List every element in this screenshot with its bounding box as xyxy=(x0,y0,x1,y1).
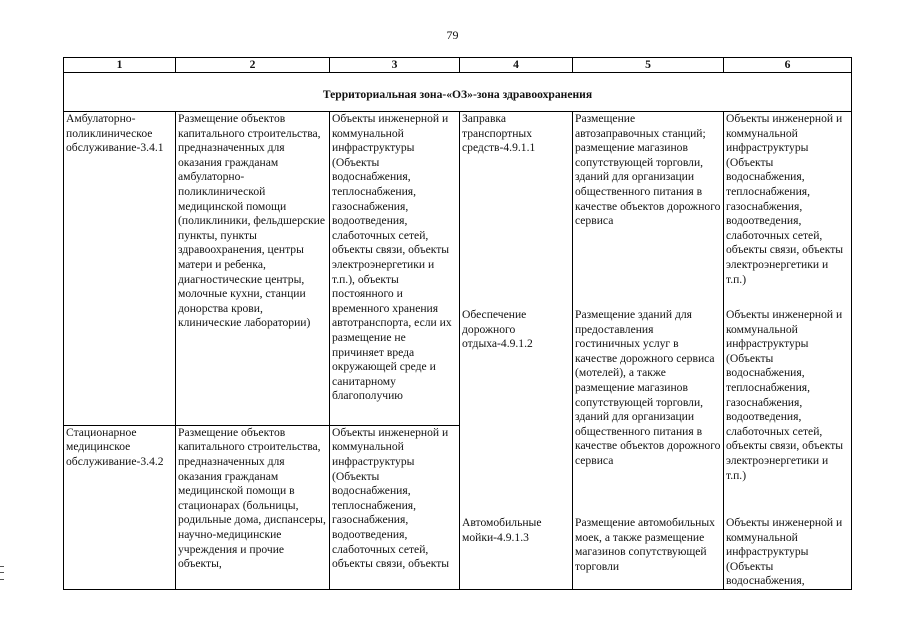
conditional-auxiliary-cell xyxy=(724,112,852,590)
auxiliary-use-text: Объекты инженерной и коммунальной инфраструктуры (Объекты водоснабжения, теплоснабжения, газоснабжения, водоотведения, слаботочных сетей, объекты связи, объекты xyxy=(332,425,450,571)
table-row xyxy=(64,112,852,426)
conditional-use-1: Заправка транспортных средств-4.9.1.1 xyxy=(462,112,536,155)
use-type-text: Амбулаторно-поликлиническое обслуживание-3.4.1 xyxy=(66,112,164,155)
use-description-text: Размещение объектов капитального строительства, предназначенных для оказания гражданам амбулаторно-поликлинической медицинской помощи (поликлиники, фельдшерские пункты, пункты здравоохранения, центры матери и ребенка, диагностические центры, молочные кухни, станции донорства крови, клинические лаборатории) xyxy=(178,112,325,330)
zoning-table xyxy=(63,57,852,590)
use-type-text: Стационарное медицинское обслуживание-3.4.2 xyxy=(66,425,164,469)
use-description-cell xyxy=(176,112,330,426)
use-type-cell xyxy=(64,112,176,426)
conditional-auxiliary-1: Объекты инженерной и коммунальной инфраструктуры (Объекты водоснабжения, теплоснабжения, газоснабжения, водоотведения, слаботочных сетей, объекты связи, объекты электроэнергетики и т.п.) xyxy=(726,112,844,286)
conditional-auxiliary-2: Объекты инженерной и коммунальной инфраструктуры (Объекты водоснабжения, теплоснабжения, газоснабжения, водоотведения, слаботочных сетей, объекты связи, объекты электроэнергетики и т.п.) xyxy=(726,308,844,482)
use-description-cell xyxy=(176,425,330,589)
conditional-description-1: Размещение автозаправочных станций; размещение магазинов сопутствующей торговли, зданий для организации общественного питания в качестве объектов дорожного сервиса xyxy=(575,112,721,228)
conditional-description-2: Размещение зданий для предоставления гостиничных услуг в качестве дорожного сервиса (мотелей), а также размещение магазинов сопутствующей торговли, зданий для организации общественного питания в качестве объектов дорожного сервиса xyxy=(575,308,721,467)
column-number-3: 3 xyxy=(330,58,460,73)
auxiliary-use-text: Объекты инженерной и коммунальной инфраструктуры (Объекты водоснабжения, теплоснабжения, газоснабжения, водоотведения, слаботочных сетей, объекты связи, объекты электроэнергетики и т.п.), объекты постоянного и временного хранения автотранспорта, если их размещение не причиняет вреда окружающей среде и санитарному благополучию xyxy=(332,112,452,403)
use-type-cell xyxy=(64,425,176,589)
column-number-2: 2 xyxy=(176,58,330,73)
conditional-auxiliary-3: Объекты инженерной и коммунальной инфраструктуры (Объекты водоснабжения, xyxy=(726,516,843,588)
column-number-row xyxy=(64,58,852,73)
conditional-use-cell xyxy=(460,112,573,590)
page-number: 79 xyxy=(446,28,459,42)
scan-margin-mark xyxy=(0,566,4,580)
zone-title: Территориальная зона-«ОЗ»-зона здравоохранения xyxy=(64,73,852,112)
zone-title-row xyxy=(64,73,852,112)
column-number-4: 4 xyxy=(460,58,573,73)
conditional-use-2: Обеспечение дорожного отдыха-4.9.1.2 xyxy=(462,308,533,351)
column-number-1: 1 xyxy=(64,58,176,73)
auxiliary-use-cell xyxy=(330,112,460,426)
conditional-description-cell xyxy=(573,112,724,590)
auxiliary-use-cell xyxy=(330,425,460,589)
conditional-use-3: Автомобильные мойки-4.9.1.3 xyxy=(462,516,542,544)
column-number-6: 6 xyxy=(724,58,852,73)
conditional-description-3: Размещение автомобильных моек, а также размещение магазинов сопутствующей торговли xyxy=(575,516,715,573)
column-number-5: 5 xyxy=(573,58,724,73)
use-description-text: Размещение объектов капитального строительства, предназначенных для оказания гражданам медицинской помощи в стационарах (больницы, родильные дома, диспансеры, научно-медицинские учреждения и прочие объекты, xyxy=(178,425,326,571)
